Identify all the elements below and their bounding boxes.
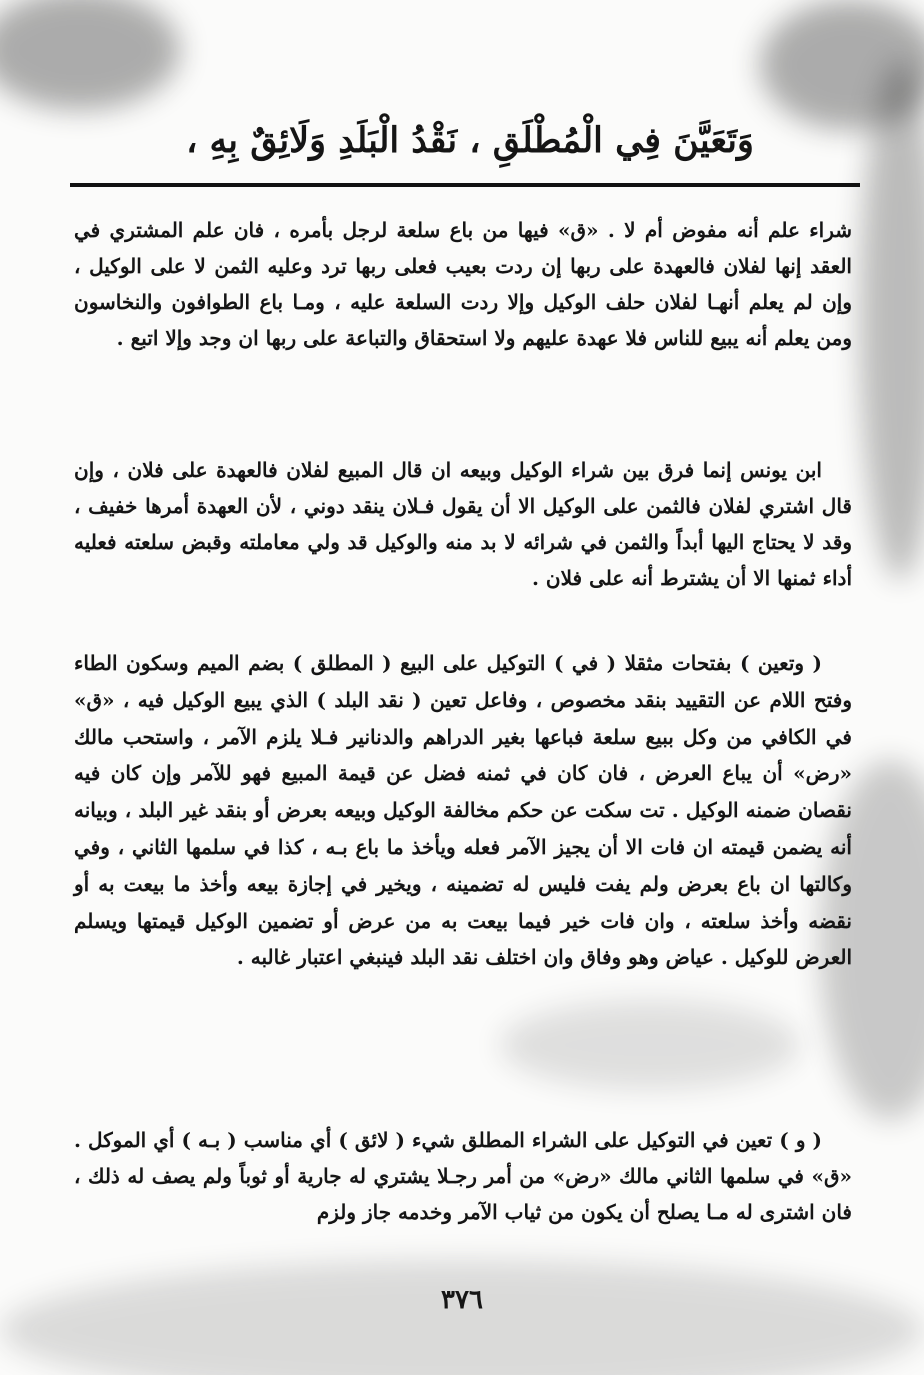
scan-smudge [500, 1000, 800, 1090]
commentary-paragraph: ( وتعين ) بفتحات مثقلا ( في ) التوكيل على البيع ( المطلق ) بضم الميم وسكون الطاء وفتح اللام عن التقييد بنقد مخصوص ، وفاعل تعين ( نقد البلد ) الذي يبيع الوكيل فيه ، «ق» في الكافي من وكل ببيع سلعة فباعها بغير الدراهم والدنانير فـلا يلزم الآمر ، واستحب مالك «رض» أن يباع العرض ، فان كان في ثمنه فضل عن قيمة المبيع فهو للآمر وإن كان فيه نقصان ضمنه الوكيل . تت سكت عن حكم مخالفة الوكيل وبيعه بعرض أو بنقد غير البلد ، وبيانه أنه يضمن قيمته ان فات الا أن يجيز الآمر فعله ويأخذ ما باع بـه ، كذا في سلمها الثاني ، وفي وكالتها ان باع بعرض ولم يفت فليس له تضمينه ، ويخير في إجازة بيعه وأخذ ما بيعت به أو نقضه وأخذ سلعته ، وان فات خير فيما بيعت به من عرض أو تضمين الوكيل قيمتها ويسلم العرض للوكيل . عياض وهو وفاق وان اختلف نقد البلد فينبغي اعتبار غالبه . [74, 651, 852, 970]
scan-smudge [0, 0, 180, 110]
commentary-paragraph: شراء علم أنه مفوض أم لا . «ق» فيها من باع سلعة لرجل بأمره ، فان علم المشتري في العقد إنها لفلان فالعهدة على ربها إن ردت بعيب فعلى ربها ترد وعليه الثمن لا على الوكيل ، وإن لم يعلم أنهـا لفلان حلف الوكيل وإلا ردت السلعة عليه ، ومـا باع الطوافون والنخاسون ومن يعلم أنه يبيع للناس فلا عهدة عليهم ولا استحقاق والتباعة على ربها ان وجد وإلا اتبع . [74, 218, 852, 350]
header-divider [70, 183, 860, 187]
commentary-paragraph: ابن يونس إنما فرق بين شراء الوكيل وبيعه ان قال المبيع لفلان فالعهدة على فلان ، وإن قال اشتري لفلان فالثمن على الوكيل الا أن يقول فـلان ينقد دوني ، لأن العهدة أمرها خفيف ، وقد لا يحتاج اليها أبداً والثمن في شرائه لا بد منه والوكيل قد ولي معاملته وقبض سلعته فعليه أداء ثمنها الا أن يشترط أنه على فلان . [74, 458, 852, 590]
scan-smudge [0, 1260, 924, 1375]
scan-smudge [860, 60, 924, 580]
header-verse: وَتَعَيَّنَ فِي الْمُطْلَقِ ، نَقْدُ الْبَلَدِ وَلَائِقٌ بِهِ ، [186, 120, 754, 161]
commentary-paragraph: ( و ) تعين في التوكيل على الشراء المطلق شيء ( لائق ) أي مناسب ( بـه ) أي الموكل . «ق» في سلمها الثاني مالك «رض» من أمر رجـلا يشتري له جارية أو ثوباً ولم يصف له ذلك ، فان اشترى له مـا يصلح أن يكون من ثياب الآمر وخدمه جاز ولزم [74, 1128, 852, 1224]
page-number: ٣٧٦ [441, 1285, 483, 1315]
